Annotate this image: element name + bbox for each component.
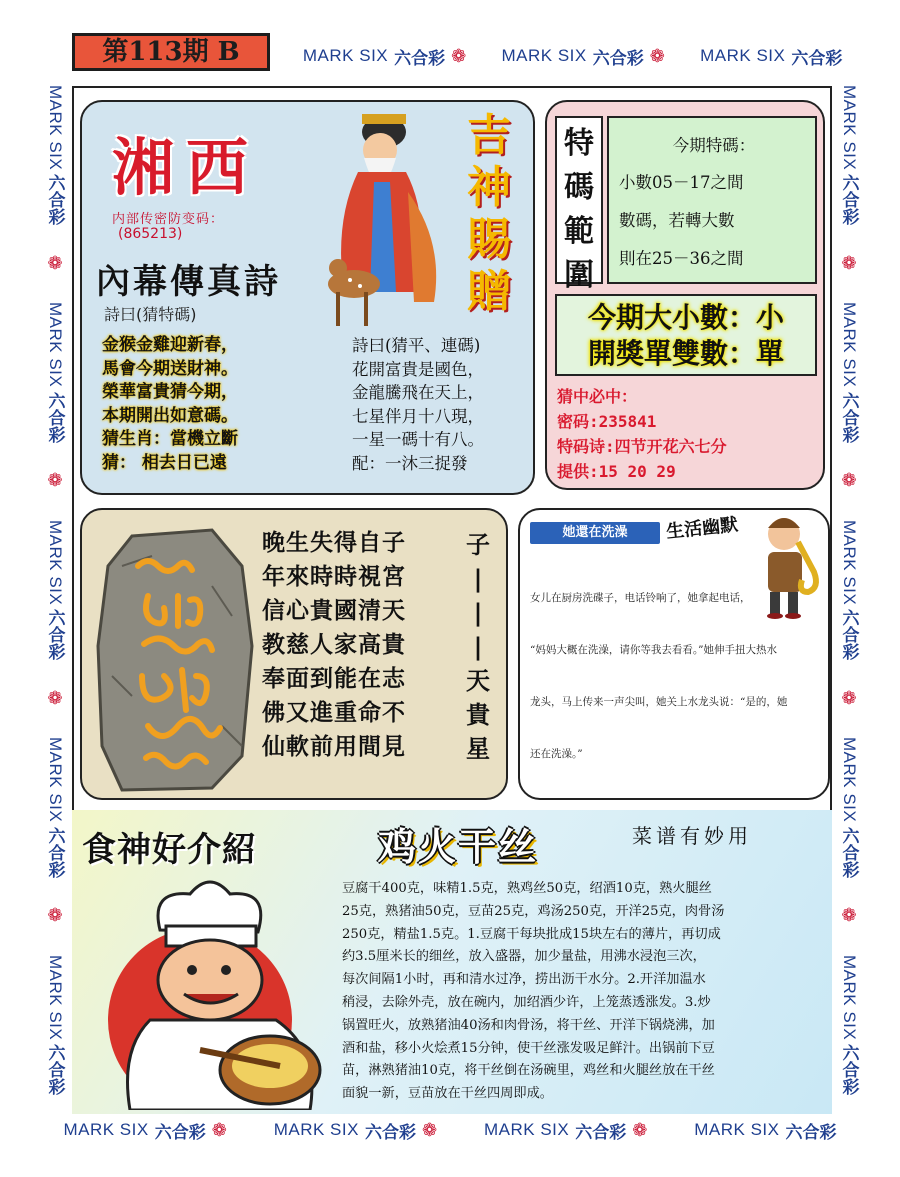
brand-en: MARK SIX: [501, 46, 587, 65]
brand-cn: 六合彩: [44, 609, 65, 661]
flower-icon: ❁: [211, 1120, 227, 1140]
brand-en: MARK SIX: [46, 302, 65, 388]
recipe-tag: 菜谱有妙用: [632, 824, 752, 848]
blessing-char: 贈: [467, 266, 511, 317]
recipe-line: 250克，精盐1.5克。1.豆腐干每块批成15块左右的薄片，再切成: [342, 926, 721, 942]
brand-cn: 六合彩: [44, 391, 65, 443]
brand-en: MARK SIX: [840, 954, 859, 1041]
brand-cn: 六合彩: [791, 48, 843, 69]
parity-line: 開獎單雙數：單: [587, 337, 784, 370]
special-line: 則在25－36之間: [619, 249, 744, 268]
code-label: 内部传密防变码：: [112, 212, 225, 227]
poem-right-line: 詩曰(猜平、連碼): [352, 336, 481, 355]
blessing-title: [454, 110, 524, 318]
poem-line: 猜： 相去日已遠: [102, 452, 227, 473]
flower-icon: ❁: [841, 252, 857, 274]
flower-icon: ❁: [47, 470, 63, 492]
joke-panel: [518, 508, 830, 800]
recipe-line: 面貌一新，豆苗放在干丝四周即成。: [342, 1086, 553, 1102]
special-tag-char: 碼: [564, 170, 594, 205]
joke-paragraph: 女儿在厨房洗碟子，电话铃响了，她拿起电话，: [530, 592, 751, 604]
fortune-god-illustration: [314, 102, 454, 332]
stone-column-char: 天: [466, 667, 490, 695]
brand-cn: 六合彩: [575, 1122, 627, 1143]
brand-cn: 六合彩: [394, 48, 446, 69]
recipe-text: [342, 878, 820, 1106]
brand-cn: 六合彩: [364, 1122, 416, 1143]
poem-right-line: 配：一沐三捉發: [352, 453, 468, 473]
stone-line: 年來時時視宮: [262, 564, 406, 590]
flower-icon: ❁: [47, 252, 63, 274]
stone-column-char: |: [473, 565, 483, 593]
right-border: [830, 70, 868, 1110]
recipe-line: 25克，熟猪油50克，豆苗25克，鸡汤250克，开洋25克，肉骨汤: [342, 903, 725, 919]
stone-line: 晚生失得自子: [262, 530, 406, 556]
poem-line: 金猴金雞迎新春，: [102, 335, 238, 355]
guess-line: 密码:235841: [557, 412, 657, 431]
brand-cn: 六合彩: [44, 1044, 65, 1096]
brand-cn: 六合彩: [785, 1122, 837, 1143]
brand-en: MARK SIX: [302, 46, 389, 65]
poem-line: 榮華富貴猜今期，: [102, 382, 238, 402]
chef-illustration: [80, 870, 342, 1110]
brand-cn: 六合彩: [838, 609, 859, 661]
code-value: (865213): [118, 226, 183, 242]
stone-line: 仙軟前用間見: [262, 734, 406, 760]
stone-line: 奉面到能在志: [262, 666, 406, 692]
blessing-char: 吉: [467, 110, 511, 161]
recipe-line: 苗，淋熟猪油10克，将干丝倒在汤碗里，鸡丝和火腿丝放在干丝: [342, 1063, 715, 1079]
brand-en: MARK SIX: [840, 84, 859, 171]
special-range-box: [607, 116, 817, 284]
brand-cn: 六合彩: [592, 48, 644, 69]
flower-icon: ❁: [841, 905, 857, 927]
poem-right-line: 一星一碼十有八。: [352, 430, 484, 449]
poem-line: 馬會今期送財神。: [102, 358, 238, 379]
brand-cn: 六合彩: [44, 174, 65, 226]
flower-icon: ❁: [451, 46, 467, 66]
special-heading: 今期特碼：: [672, 136, 756, 155]
special-panel: [545, 100, 825, 490]
stone-poem: [262, 526, 406, 764]
stone-line: 信心貴國清天: [262, 598, 406, 624]
brand-en: MARK SIX: [46, 954, 65, 1041]
poem-right-line: 花開富貴是國色，: [352, 359, 484, 379]
joke-brand: 生活幽默: [665, 514, 740, 543]
stone-column-char: 星: [466, 735, 490, 763]
blessing-char: 神: [467, 162, 511, 213]
brand-cn: 六合彩: [838, 174, 859, 226]
flower-icon: ❁: [841, 470, 857, 492]
brand-en: MARK SIX: [46, 737, 65, 823]
poem-line: 本期開出如意碼。: [102, 405, 238, 426]
xiangxi-title: 湘西: [112, 131, 261, 204]
joke-body: [530, 572, 820, 780]
guess-line: 特码诗:四节开花六七分: [557, 437, 727, 456]
special-line: 小數05－17之間: [619, 173, 744, 192]
flower-icon: ❁: [47, 905, 63, 927]
stone-column-char: 貴: [466, 701, 490, 729]
recipe-line: 豆腐干400克，味精1.5克，熟鸡丝50克，绍酒10克，熟火腿丝: [342, 881, 712, 896]
guess-line: 提供:15 20 29: [557, 462, 676, 481]
brand-en: MARK SIX: [700, 46, 786, 65]
joke-heading: 她還在洗澡: [530, 522, 660, 544]
chef-panel: [72, 810, 832, 1114]
special-line: 數碼，若轉大數: [619, 211, 735, 230]
poem-line: 猜生肖：當機立斷: [102, 429, 238, 449]
brand-en: MARK SIX: [840, 737, 859, 823]
poem-right: [352, 334, 484, 475]
recipe-line: 稍浸，去除外壳，放在碗内，加绍酒少许，上笼蒸透涨发。3.炒: [342, 994, 711, 1010]
brand-cn: 六合彩: [838, 391, 859, 443]
flower-icon: ❁: [649, 46, 665, 66]
stone-column-char: |: [473, 633, 483, 661]
brand-cn: 六合彩: [154, 1122, 206, 1143]
poem-subtitle: 詩曰(猜特碼): [104, 305, 197, 324]
joke-paragraph: 还在洗澡。”: [530, 748, 583, 760]
carved-stone-illustration: [92, 526, 262, 794]
issue-label: 第113期 B: [72, 33, 270, 71]
size-parity-box: [555, 294, 817, 376]
dish-title: 鸡火干丝: [378, 824, 539, 869]
special-tag: [555, 116, 603, 293]
blessing-char: 賜: [467, 214, 511, 265]
poem-right-line: 七星伴月十八現，: [352, 406, 484, 426]
stone-column: [462, 528, 494, 766]
brand-cn: 六合彩: [838, 1044, 859, 1096]
flower-icon: ❁: [841, 687, 857, 709]
stone-column-char: 子: [466, 531, 490, 559]
flower-icon: ❁: [47, 687, 63, 709]
joke-paragraph: 龙头，马上传来一声尖叫，她关上水龙头说：“是的，她: [530, 696, 788, 708]
recipe-line: 酒和盐，移小火烩煮15分钟，使干丝涨发吸足鲜汁。出锅前下豆: [342, 1040, 715, 1056]
stone-panel: [80, 508, 508, 800]
poem-title: 內幕傳真詩: [96, 262, 281, 302]
brand-en: MARK SIX: [840, 302, 859, 388]
brand-cn: 六合彩: [838, 826, 859, 878]
xiangxi-panel: [80, 100, 535, 495]
recipe-line: 锅置旺火，放熟猪油40汤和肉骨汤，将干丝、开洋下锅烧沸，加: [342, 1017, 715, 1033]
flower-icon: ❁: [421, 1120, 438, 1140]
size-line: 今期大小數：小: [587, 301, 784, 334]
special-tag-char: 圍: [564, 258, 594, 293]
special-tag-char: 範: [564, 214, 594, 249]
bottom-border: [40, 1112, 860, 1148]
stone-line: 佛又進重命不: [262, 700, 406, 726]
brand-en: MARK SIX: [46, 84, 65, 171]
brand-cn: 六合彩: [44, 826, 65, 878]
guess-line: 猜中必中：: [557, 387, 638, 406]
brand-en: MARK SIX: [483, 1120, 570, 1139]
brand-en: MARK SIX: [840, 519, 859, 606]
stone-column-char: |: [473, 599, 483, 627]
left-border: [36, 70, 74, 1110]
guess-block: [557, 384, 727, 484]
poem-lines: [102, 334, 238, 475]
brand-en: MARK SIX: [273, 1120, 359, 1139]
special-tag-char: 特: [564, 126, 594, 161]
flower-icon: ❁: [632, 1120, 648, 1140]
joke-paragraph: “妈妈大概在洗澡，请你等我去看看。”她伸手扭大热水: [530, 644, 777, 656]
brand-en: MARK SIX: [694, 1120, 780, 1139]
recipe-line: 每次间隔1小时，再和清水过净，捞出沥干水分。2.开洋加温水: [342, 972, 706, 988]
stone-line: 教慈人家高貴: [262, 632, 406, 658]
poem-right-line: 金龍騰飛在天上，: [352, 383, 484, 402]
recipe-line: 约3.5厘米长的细丝，放入盛器，加少量盐，用沸水浸泡三次，: [342, 949, 706, 965]
brand-en: MARK SIX: [46, 519, 65, 606]
brand-en: MARK SIX: [63, 1120, 149, 1139]
chef-title: 食神好介紹: [82, 830, 257, 870]
